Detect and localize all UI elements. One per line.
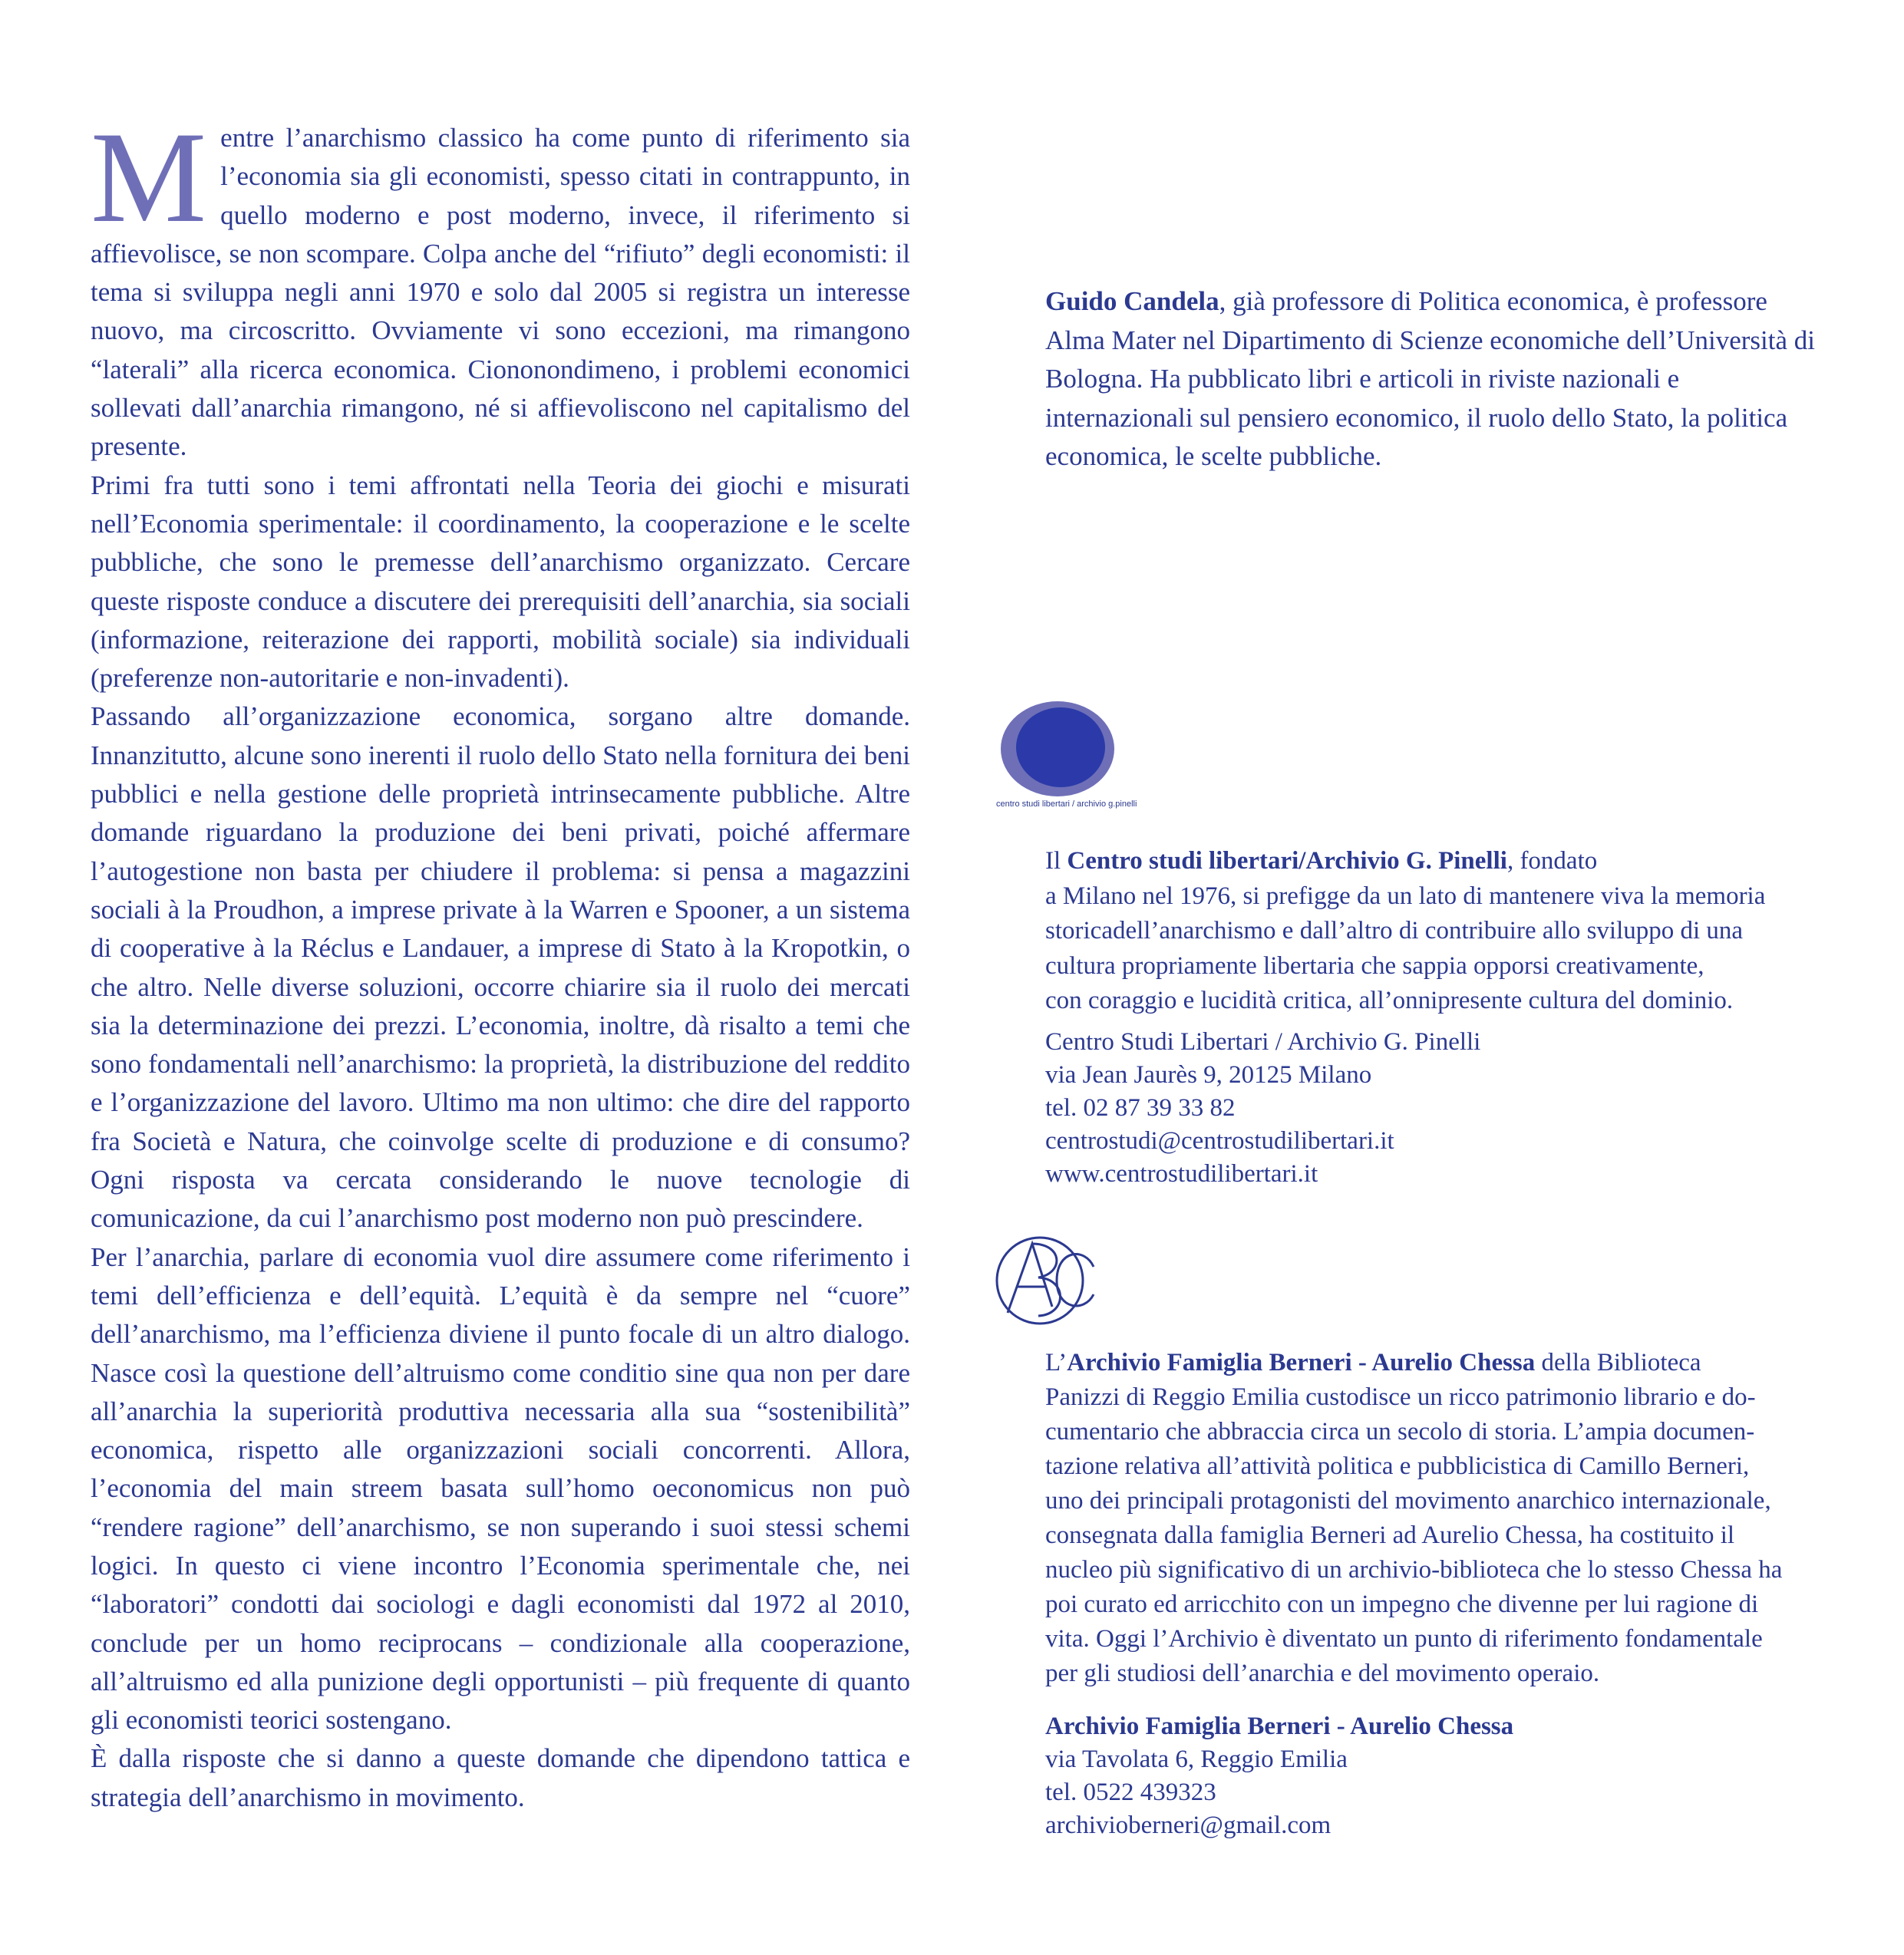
- abc-monogram-icon: [994, 1233, 1101, 1329]
- csl-address-phone: tel. 02 87 39 33 82: [1045, 1094, 1236, 1122]
- csl-address-email[interactable]: centrostudi@centrostudilibertari.it: [1045, 1127, 1394, 1155]
- author-bio-text: , già professore di Politica economica, è professore Alma Mater nel Dipartimento di Scienze economiche dell’Università di Bologna. Ha pubblicato libri e articoli in riviste nazionali e internazionali sul pensiero economico, il ruolo dello Stato, la politica economica, le scelte pubbliche.: [1045, 286, 1816, 471]
- afb-line-4: tazione relativa all’attività politica e pubblicistica di Camillo Berneri,: [1045, 1452, 1750, 1480]
- afb-address: [1045, 1710, 1820, 1842]
- csl-logo: [996, 700, 1196, 815]
- csl-description: [1045, 844, 1820, 1019]
- afb-line-7: nucleo più significativo di un archivio-biblioteca che lo stesso Chessa ha: [1045, 1556, 1783, 1584]
- afb-line-3: cumentario che abbraccia circa un secolo di storia. L’ampia documen-: [1045, 1418, 1755, 1446]
- abc-logo: [994, 1233, 1101, 1329]
- csl-line-1: , fondato: [1506, 847, 1598, 875]
- csl-address-street: via Jean Jaurès 9, 20125 Milano: [1045, 1061, 1372, 1089]
- afb-line-9: vita. Oggi l’Archivio è diventato un punto di riferimento fondamentale: [1045, 1625, 1763, 1653]
- essay-column: [91, 105, 910, 1817]
- essay-paragraph-4: Per l’anarchia, parlare di economia vuol dire assumere come riferimento i temi dell’efficienza e dell’equità. L’equità è da sempre nel “cuore” dell’anarchismo, ma l’efficienza diviene il punto focale di un altro dialogo. Nasce così la questione dell’altruismo come conditio sine qua non per dare all’anarchia la superiorità produttiva necessaria alla sua “sostenibilità” economica, rispetto alle organizzazioni sociali concorrenti. Allora, l’economia del main streem basata sull’homo oeconomicus non può “rendere ragione” dell’anarchismo, se non superando i suoi stessi schemi logici. In questo ci viene incontro l’Economia sperimentale che, nei “laboratori” condotti dai sociologi e dagli economisti dal 1972 al 2010, conclude per un homo reciprocans – condizionale alla cooperazione, all’altruismo ed alla punizione degli opportunisti – più frequente di quanto gli economisti teorici sostengano.: [91, 1241, 910, 1736]
- author-name: Guido Candela: [1045, 286, 1219, 316]
- csl-address-name: Centro Studi Libertari / Archivio G. Pinelli: [1045, 1028, 1481, 1056]
- afb-address-phone: tel. 0522 439323: [1045, 1779, 1216, 1806]
- essay-paragraph-3: Passando all’organizzazione economica, sorgano altre domande. Innanzitutto, alcune sono inerenti il ruolo dello Stato nella fornitura dei beni pubblici e nella gestione delle proprietà intrinsecamente pubbliche. Altre domande riguardano la produzione dei beni privati, poiché affermare l’autogestione non basta per chiudere il problema: si pensa a magazzini sociali à la Proudhon, a imprese private à la Warren e Spooner, a un sistema di cooperative à la Réclus e Landauer, a imprese di Stato à la Kropotkin, o che altro. Nelle diverse soluzioni, occorre chiarire sia il ruolo dei mercati sia la determinazione dei prezzi. L’economia, inoltre, dà risalto a temi che sono fondamentali nell’anarchismo: la proprietà, la distribuzione del reddito e l’organizzazione del lavoro. Ultimo ma non ultimo: che dire del rapporto fra Società e Natura, che coinvolge scelte di produzione e di consumo? Ogni risposta va cercata considerando le nuove tecnologie di comunicazione, da cui l’anarchismo post moderno non può prescindere.: [91, 701, 910, 1234]
- afb-line-2: Panizzi di Reggio Emilia custodisce un ricco patrimonio librario e do-: [1045, 1383, 1756, 1411]
- afb-line-6: consegnata dalla famiglia Berneri ad Aurelio Chessa, ha costituito il: [1045, 1521, 1735, 1549]
- csl-line-5: con coraggio e lucidità critica, all’onnipresente cultura del dominio.: [1045, 987, 1734, 1014]
- afb-intro-prefix: L’: [1045, 1349, 1067, 1376]
- csl-intro-prefix: Il: [1045, 847, 1067, 875]
- afb-line-5: uno dei principali protagonisti del movimento anarchico internazionale,: [1045, 1487, 1771, 1515]
- afb-address-street: via Tavolata 6, Reggio Emilia: [1045, 1746, 1348, 1773]
- csl-line-4: cultura propriamente libertaria che sappia opporsi creativamente,: [1045, 951, 1704, 980]
- afb-line-1: della Biblioteca: [1535, 1349, 1701, 1376]
- csl-line-3: storicadell’anarchismo e dall’altro di contribuire allo sviluppo di una: [1045, 917, 1744, 945]
- afb-address-email[interactable]: archivioberneri@gmail.com: [1045, 1812, 1331, 1839]
- csl-line-2: a Milano nel 1976, si prefigge da un lato di mantenere viva la memoria: [1045, 882, 1766, 910]
- author-bio: [1045, 282, 1820, 476]
- afb-line-8: poi curato ed arricchito con un impegno che divenne per lui ragione di: [1045, 1591, 1759, 1618]
- afb-line-10: per gli studiosi dell’anarchia e del movimento operaio.: [1045, 1660, 1600, 1687]
- csl-name: Centro studi libertari/Archivio G. Pinelli: [1067, 847, 1507, 875]
- csl-address: [1045, 1026, 1820, 1191]
- essay-paragraph-5: È dalla risposte che si danno a queste domande che dipendono tattica e strategia dell’anarchismo in movimento.: [91, 1743, 910, 1812]
- blue-circle-icon: [996, 700, 1119, 799]
- essay-paragraph-2: Primi fra tutti sono i temi affrontati nella Teoria dei giochi e misurati nell’Economia sperimentale: il coordinamento, la cooperazione e le scelte pubbliche, che sono le premesse dell’anarchismo organizzato. Cercare queste risposte conduce a discutere dei prerequisiti dell’anarchia, sia sociali (informazione, reiterazione dei rapporti, mobilità sociale) sia individuali (preferenze non-autoritarie e non-invadenti).: [91, 470, 910, 694]
- abc-logo-letters: ABC: [994, 1233, 996, 1234]
- afb-address-title: Archivio Famiglia Berneri - Aurelio Chessa: [1045, 1713, 1514, 1740]
- drop-cap: M: [91, 105, 207, 249]
- essay-paragraph-1: entre l’anarchismo classico ha come punto di riferimento sia l’economia sia gli economisti, spesso citati in contrappunto, in quello moderno e post moderno, invece, il riferimento si affievolisce, se non scompare. Colpa anche del “rifiuto” degli economisti: il tema si sviluppa negli anni 1970 e solo dal 2005 si registra un interesse nuovo, ma circoscritto. Ovviamente vi sono eccezioni, ma rimangono “laterali” alla ricerca economica. Ciononondimeno, i problemi economici sollevati dall’anarchia rimangono, né si affievoliscono nel capitalismo del presente.: [91, 123, 910, 462]
- csl-logo-caption: centro studi libertari / archivio g.pinelli: [996, 799, 1137, 809]
- csl-address-website[interactable]: www.centrostudilibertari.it: [1045, 1160, 1318, 1188]
- afb-description: [1045, 1346, 1820, 1691]
- afb-name: Archivio Famiglia Berneri - Aurelio Chessa: [1067, 1349, 1536, 1376]
